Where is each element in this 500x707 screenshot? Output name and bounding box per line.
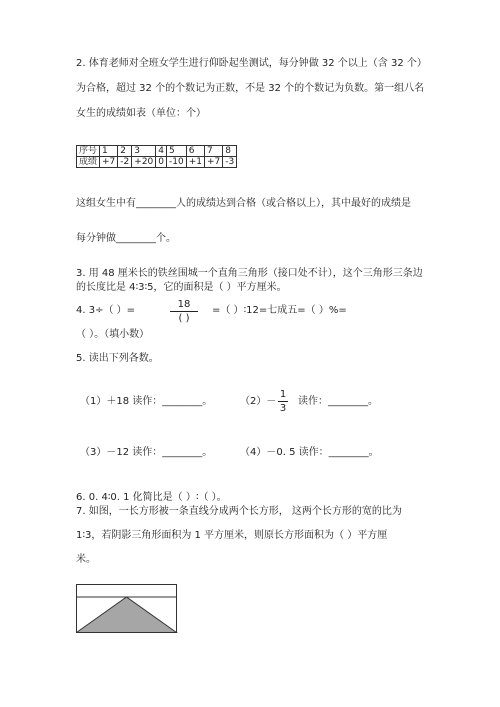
q2-line1: 2. 体育老师对全班女学生进行仰卧起坐测试，每分钟做 32 个以上（含 32 个） bbox=[76, 58, 427, 69]
fraction-denominator: 3 bbox=[279, 403, 287, 414]
table-cell: 3 bbox=[132, 146, 156, 157]
fraction-bar bbox=[170, 311, 198, 312]
table-cell: -3 bbox=[223, 157, 237, 168]
q5-item2-fraction bbox=[278, 389, 288, 414]
q7-line1: 7. 如图，一长方形被一条直线分成两个长方形， 这两个长方形的宽的比为 bbox=[76, 506, 402, 517]
fraction-numerator: 18 bbox=[177, 299, 191, 310]
shaded-triangle bbox=[77, 597, 177, 633]
table-cell: 7 bbox=[205, 146, 223, 157]
rectangle-figure bbox=[76, 584, 178, 634]
table-cell: 6 bbox=[186, 146, 204, 157]
table-cell: 2 bbox=[118, 146, 132, 157]
table-cell: 序号 bbox=[77, 146, 100, 157]
table-header-row bbox=[77, 146, 237, 157]
score-table bbox=[76, 145, 237, 168]
q5-title: 5. 读出下列各数。 bbox=[76, 353, 159, 364]
q6-line: 6. 0. 4∶0. 1 化简比是（ ）∶（ ）。 bbox=[76, 492, 227, 503]
q5-item1: （1）＋18 读作：________。 bbox=[80, 396, 213, 407]
q4-prefix: 4. 3÷（ ）= bbox=[76, 305, 136, 316]
q7-line3: 米。 bbox=[76, 554, 96, 565]
q7-line2: 1∶3，若阴影三角形面积为 1 平方厘米，则原长方形面积为（ ）平方厘 bbox=[76, 530, 388, 541]
fraction-numerator: 1 bbox=[279, 389, 287, 400]
table-cell: 成绩 bbox=[77, 157, 100, 168]
q2-line2: 为合格，超过 32 个的个数记为正数，不是 32 个的个数记为负数。第一组八名 bbox=[76, 83, 425, 94]
q5-item2-suffix: 读作：________。 bbox=[298, 396, 378, 407]
table-cell: +7 bbox=[100, 157, 118, 168]
table-row bbox=[77, 157, 237, 168]
q2-line3: 女生的成绩如表（单位：个） bbox=[76, 108, 206, 119]
table-cell: 1 bbox=[100, 146, 118, 157]
q5-item2-prefix: （2）－ bbox=[240, 396, 277, 407]
fraction-denominator: ( ) bbox=[178, 313, 190, 324]
q4-line2: （ ）。（填小数） bbox=[76, 329, 150, 340]
table-cell: 4 bbox=[156, 146, 167, 157]
table-cell: 8 bbox=[223, 146, 237, 157]
table-cell: +20 bbox=[132, 157, 156, 168]
table-cell: 5 bbox=[167, 146, 187, 157]
q3-line1: 3. 用 48 厘米长的铁丝围城一个直角三角形（接口处不计），这个三角形三条边 bbox=[76, 268, 423, 279]
q4-fraction bbox=[170, 299, 198, 324]
fraction-bar bbox=[278, 401, 288, 402]
q5-item4: （4）－0. 5 读作：________。 bbox=[240, 447, 379, 458]
q2-line4: 这组女生中有________人的成绩达到合格（或合格以上），其中最好的成绩是 bbox=[76, 198, 411, 209]
table-cell: -10 bbox=[167, 157, 187, 168]
table-cell: +1 bbox=[186, 157, 204, 168]
q2-line5: 每分钟做________个。 bbox=[76, 233, 176, 244]
q3-line2: 的长度比是 4∶3∶5，它的面积是（ ）平方厘米。 bbox=[76, 282, 287, 293]
table-cell: -2 bbox=[118, 157, 132, 168]
table-cell: 0 bbox=[156, 157, 167, 168]
q5-item3: （3）－12 读作：________。 bbox=[80, 447, 213, 458]
table-cell: +7 bbox=[205, 157, 223, 168]
q4-suffix: =（ ）∶12=七成五=（ ）%= bbox=[212, 305, 347, 316]
